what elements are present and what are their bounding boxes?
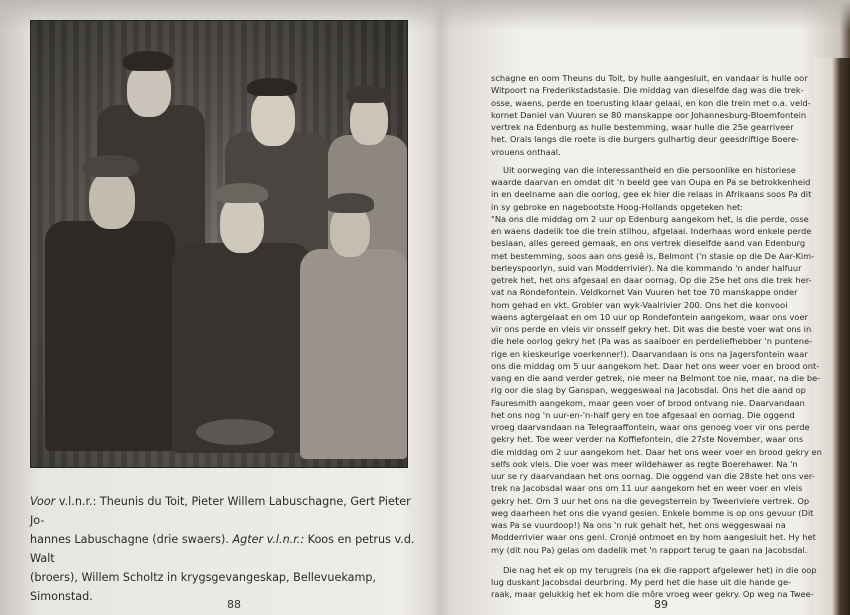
paragraph-2 [491,164,823,556]
page-number-right: 89 [654,598,668,611]
text-line: weg daarheen het ons die vyand gesien. Enkele bomme is op ons gevuur (Dit [491,507,814,518]
caption-line-1 [30,492,420,530]
text-line: my (dit nou Pa) gelas om dadelik met 'n rapport terug te gaan na Jacobsdal. [491,544,808,555]
text-line: beslaan, alles gereed gemaak, en ons vertrek dieselfde aand van Edenburg [491,238,806,249]
caption-label-back: Agter v.l.n.r.: [232,533,305,546]
text-line: Uit oorweging van die interessantheid en die persoonlike en historiese [503,164,796,175]
text-line: gekry het. Om 3 uur het ons na die gevegsterrein by Tweeriviere vertrek. Op [491,495,810,506]
caption-text-2a: hannes Labuschagne (drie swaers). [30,533,233,546]
text-line: in en deelname aan die oorlog, gee ek hier die relaas in Afrikaans soos Pa dit [491,189,812,200]
person-front-right [296,191,408,461]
text-line: vertrek na Edenburg as hulle bestemming, waar hulle die 25e gearriveer [491,122,794,132]
text-line: schagne en oom Theuns du Toit, by hulle aangesluit, en vandaar is hulle oor [491,73,808,83]
text-line: Modderrivier waar ons genl. Cronjé ontmoet en by hom aangesluit het. Hy het [491,532,816,543]
text-line: raak, maar gelukkig het ek hom die môre vroeg weer gekry. Op weg na Twee- [491,589,814,600]
paragraph-1 [491,72,823,158]
text-line: ons die middag om 5 uur aangekom het. Daar het ons weer voer en brood ont- [491,360,820,371]
text-line: gekry het. Toe weer verder na Koffiefontein, die 27ste November, waar ons [491,434,804,445]
text-line: rige en kieskeurige voerkenner!). Daarvandaan is ons na Jagersfontein waar [491,348,808,359]
text-line: osse, waens, perde en toerusting klaar gelaai, en kon die trein met o.a. veld- [491,97,811,108]
text-line: Fauresmith aangekom, maar geen voer of brood ontvang nie. Daarvandaan [491,397,805,408]
text-line: selfs ook vleis. Die voer was meer wildehawer as regte Boerehawer. Na 'n [491,458,798,469]
text-line: vir ons perde en vleis vir onsself gekry het. Dit was die beste voer wat ons in [491,324,812,334]
text-line: vroeg daarvandaan na Telegraaffontein, waar ons genoeg voer vir ons perde [491,422,810,432]
text-line: trek na Jacobsdal waar ons om 11 uur aangekom het en weer voer en vleis [491,483,803,494]
text-line: het. Orals langs die roete is die burgers gulhartig deur geesdriftige Boere- [491,134,799,145]
text-line: berleyspoorlyn, suid van Modderrivier). Na die kommando 'n ander halfuur [491,262,802,273]
text-line: Witpoort na Frederikstadstasie. Die middag van dieselfde dag was die trek- [491,85,804,96]
text-line: vrouens onthaal. [491,146,561,157]
text-line: getrek het, het ons afgesaal en daar oornag. Op die 25e het ons die trek her- [491,275,812,285]
historical-group-photo [30,20,408,468]
text-line: vang en die aand verder getrek, nie meer na Belmont toe nie, maar, na die be- [491,373,821,383]
text-line: uur se ry daarvandaan het ons oornag. Die oggend van die 28ste het ons ver- [491,471,815,481]
text-line: het ons nog 'n uur-en-'n-half gery en toe afgesaal en oornag. Die oggend [491,409,795,420]
text-line: die hele oorlog gekry het (Pa was as saaiboer en perdeliefhebber 'n puntene- [491,336,813,347]
text-line: rig oor die slag by Ganspan, weggeswaai na Jacobsdal. Ons het die aand op [491,385,806,396]
caption-line-2 [30,530,420,568]
hat-on-ground [196,419,274,445]
person-front-left [41,151,181,451]
photo-caption [30,492,420,606]
text-line: kornet Daniel van Vuuren se 80 manskappe oor Johannesburg-Bloemfontein [491,109,807,120]
text-line: waens agtergelaat en om 10 uur op Rondefontein aangekom, waar ons voer [491,311,808,322]
text-line: die middag om 2 uur aangekom het. Daar het ons weer voer en brood gekry en [491,446,822,457]
caption-label-front: Voor [30,495,56,508]
text-line: lug duskant Jacobsdal deurbring. My perd het die hase uit die hande ge- [491,577,792,587]
caption-line-3: (broers), Willem Scholtz in krygsgevangeskap, Bellevuekamp, Simonstad. [30,571,377,603]
page-number-left: 88 [227,598,241,611]
text-line: vat na Rondefontein. Veldkornet Van Vuuren het toe 70 manskappe onder [491,287,798,298]
paragraph-3 [491,564,823,601]
text-line: in sy gebroke en nagebootste Hoog-Hollands opgeteken het: [491,201,744,212]
text-line: en waens dadelik toe die trein stilhou, afgelaai. Inderhaas word enkele perde [491,226,812,236]
text-line: waarde daarvan en omdat dit 'n beeld gee van Oupa en Pa se betrokkenheid [491,177,811,187]
text-line: Die nag het ek op my terugreis (na ek die rapport afgelewer het) in die oop [503,564,817,575]
text-line: hom gehad en vkt. Grobler van wyk-Vaalrivier 200. Ons het die konvooi [491,299,788,310]
caption-text-1: v.l.n.r.: Theunis du Toit, Pieter Willem Labuschagne, Gert Pieter Jo- [30,495,411,527]
right-page-body [491,72,823,607]
caption-text-2b: Koos en petrus v.d. Walt [30,533,415,565]
text-line: "Na ons die middag om 2 uur op Edenburg aangekom het, is die perde, osse [491,213,809,224]
text-line: was Pa se vuurdoop!) Na ons 'n ruk gehalt het, het ons weggeswaai na [491,520,786,530]
text-line: met bestemming, soos aan ons gesê is, Belmont ('n stasie op die De Aar-Kim- [491,250,815,261]
